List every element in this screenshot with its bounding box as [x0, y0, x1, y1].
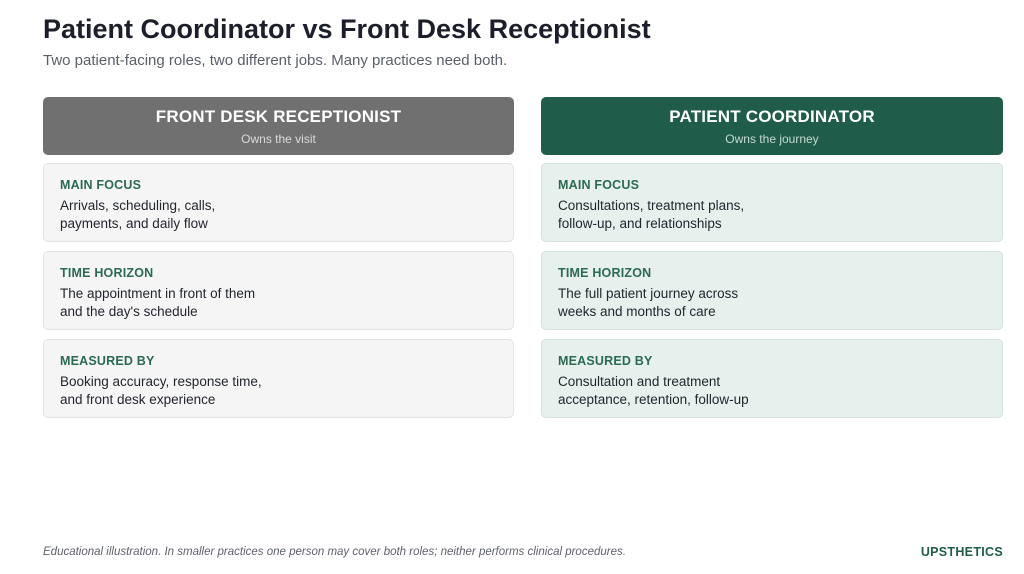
front-desk-title: FRONT DESK RECEPTIONIST: [155, 106, 402, 126]
card-label: MAIN FOCUS: [60, 178, 142, 192]
card-label: MAIN FOCUS: [558, 178, 640, 192]
front-desk-subtitle: Owns the visit: [241, 131, 316, 146]
page-title: Patient Coordinator vs Front Desk Receptionist: [43, 14, 651, 44]
patient-coordinator-time-horizon-card: [541, 251, 1003, 330]
front-desk-measured-by-card: [43, 339, 514, 418]
card-label: MEASURED BY: [558, 354, 653, 368]
card-label: MEASURED BY: [60, 354, 155, 368]
patient-coordinator-column: [541, 97, 1003, 418]
card-text: The full patient journey across weeks and months of care: [558, 286, 739, 319]
card-text: The appointment in front of them and the day's schedule: [60, 286, 256, 319]
card-label: TIME HORIZON: [558, 266, 652, 280]
footnote: Educational illustration. In smaller practices one person may cover both roles; neither performs clinical procedures.: [43, 546, 626, 558]
patient-coordinator-title: PATIENT COORDINATOR: [669, 106, 875, 126]
card-text: Booking accuracy, response time, and front desk experience: [60, 374, 262, 407]
front-desk-header: [43, 97, 514, 155]
card-text: Consultations, treatment plans, follow-up, and relationships: [558, 198, 745, 231]
card-label: TIME HORIZON: [60, 266, 154, 280]
patient-coordinator-header: [541, 97, 1003, 155]
front-desk-column: [43, 97, 514, 418]
front-desk-main-focus-card: [43, 163, 514, 242]
patient-coordinator-measured-by-card: [541, 339, 1003, 418]
brand-logo-text: UPSTHETICS: [920, 545, 1003, 559]
card-text: Arrivals, scheduling, calls, payments, and daily flow: [60, 198, 216, 231]
card-text: Consultation and treatment acceptance, retention, follow-up: [558, 374, 749, 407]
page-subtitle: Two patient-facing roles, two different jobs. Many practices need both.: [43, 52, 508, 69]
front-desk-time-horizon-card: [43, 251, 514, 330]
patient-coordinator-subtitle: Owns the journey: [725, 131, 819, 146]
patient-coordinator-main-focus-card: [541, 163, 1003, 242]
